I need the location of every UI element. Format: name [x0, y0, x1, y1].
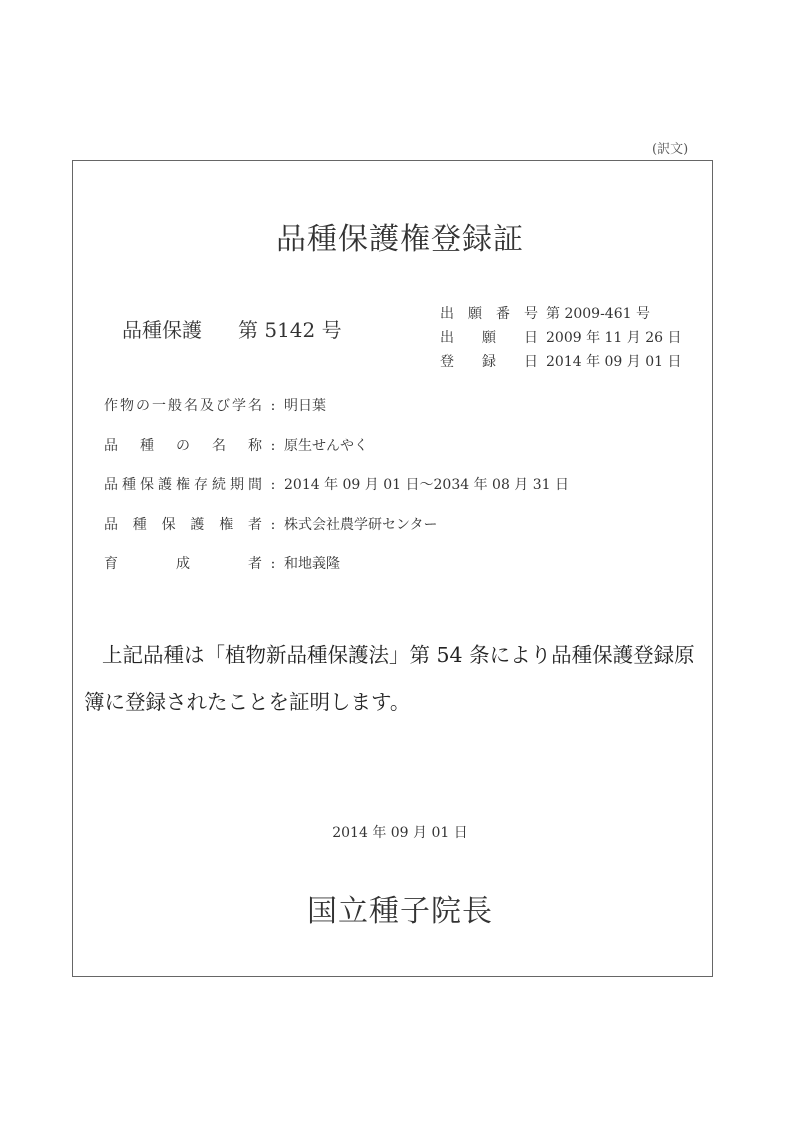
meta-value: 2009 年 11 月 26 日: [546, 330, 682, 346]
field-label: 品種保護権存続期間: [104, 477, 262, 493]
field-value: 原生せんやく: [284, 437, 368, 454]
field-row-breeder: [104, 551, 569, 591]
meta-label: 出願番号: [440, 306, 538, 322]
registration-number-value: 第 5142 号: [238, 318, 342, 342]
field-row-crop-name: [104, 393, 569, 433]
field-colon: :: [270, 398, 276, 414]
field-row-rights-holder: [104, 512, 569, 552]
meta-value: 2014 年 09 月 01 日: [546, 354, 682, 370]
certification-statement: 上記品種は「植物新品種保護法」第 54 条により品種保護登録原簿に登録されたことを証明します。: [84, 643, 695, 714]
meta-row-application-date: [440, 326, 682, 350]
meta-label: 登録日: [440, 354, 538, 370]
field-label: 育成者: [104, 556, 262, 572]
field-label: 作物の一般名及び学名: [104, 398, 262, 414]
field-row-variety-name: [104, 433, 569, 473]
field-colon: :: [270, 477, 276, 493]
meta-value: 第 2009-461 号: [546, 306, 650, 322]
field-label: 品種の名称: [104, 437, 262, 454]
field-colon: :: [270, 437, 276, 454]
field-value: 2014 年 09 月 01 日～2034 年 08 月 31 日: [284, 477, 570, 493]
issue-date: 2014 年 09 月 01 日: [332, 825, 468, 841]
registration-number: [122, 314, 342, 343]
meta-row-application-number: [440, 302, 682, 326]
application-info: [440, 302, 682, 374]
field-value: 明日葉: [284, 398, 326, 414]
translation-annotation: (訳文): [652, 142, 689, 157]
field-value: 株式会社農学研センター: [284, 516, 438, 533]
field-colon: :: [270, 516, 276, 533]
certificate-title: 品種保護権登録証: [276, 222, 524, 257]
field-label: 品種保護権者: [104, 516, 262, 533]
meta-row-registration-date: [440, 350, 682, 374]
issuing-authority: 国立種子院長: [307, 894, 493, 929]
meta-label: 出願日: [440, 330, 538, 346]
field-colon: :: [270, 556, 276, 572]
field-row-protection-period: [104, 472, 569, 512]
field-value: 和地義隆: [284, 556, 340, 572]
variety-fields: [104, 393, 569, 591]
registration-label: 品種保護: [122, 318, 202, 342]
